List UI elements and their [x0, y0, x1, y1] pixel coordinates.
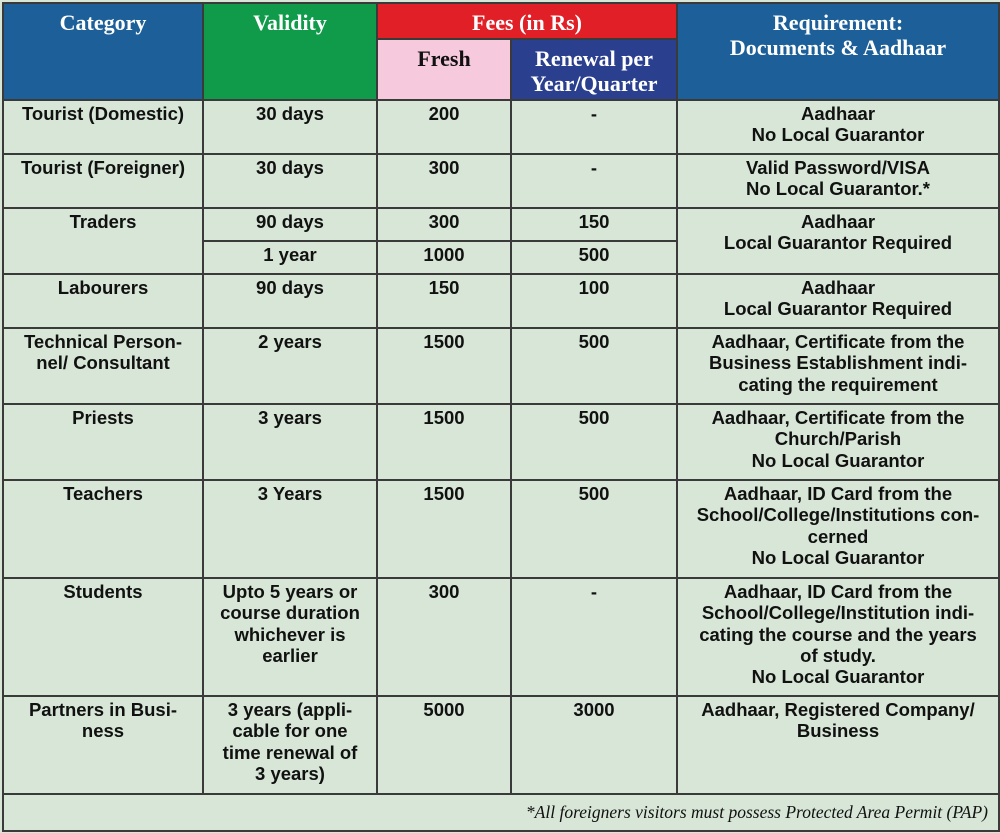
requirement-line: No Local Guarantor.*: [746, 178, 931, 200]
requirement-line: Aadhaar: [801, 210, 876, 232]
cell-renewal: 500: [511, 480, 677, 578]
cell-requirement: [677, 100, 999, 154]
requirement-line: Local Guarantor Required: [723, 298, 953, 320]
cell-renewal: 150: [511, 208, 677, 241]
requirement-line: Aadhaar, ID Card from the: [723, 580, 953, 602]
cell-category: Students: [3, 578, 203, 696]
requirement-line: Church/Parish: [774, 428, 902, 450]
requirement-line: Aadhaar, ID Card from the: [723, 482, 953, 504]
requirement-line: Business: [796, 720, 880, 742]
cell-validity: 2 years: [203, 328, 377, 404]
header-requirement: [677, 3, 999, 100]
cell-validity: 1 year: [203, 241, 377, 274]
cell-renewal: -: [511, 578, 677, 696]
cell-category: Labourers: [3, 274, 203, 328]
cell-renewal: 3000: [511, 696, 677, 794]
category-line: Technical Person-: [24, 330, 182, 352]
header-fresh: Fresh: [377, 39, 511, 100]
category-line: ness: [81, 720, 125, 742]
cell-category: Priests: [3, 404, 203, 480]
cell-fresh: 300: [377, 578, 511, 696]
validity-line: earlier: [262, 644, 318, 666]
footnote: *All foreigners visitors must possess Protected Area Permit (PAP): [3, 794, 999, 831]
cell-category: Traders: [3, 208, 203, 274]
requirement-line: Aadhaar, Certificate from the: [711, 330, 965, 352]
cell-renewal: 100: [511, 274, 677, 328]
cell-renewal: 500: [511, 241, 677, 274]
table-row: [3, 154, 999, 208]
cell-category: [3, 696, 203, 794]
requirement-line: Local Guarantor Required: [723, 232, 953, 254]
cell-fresh: 150: [377, 274, 511, 328]
header-fees: Fees (in Rs): [377, 3, 677, 39]
cell-validity: 30 days: [203, 100, 377, 154]
table-row: [3, 328, 999, 404]
requirement-line: School/College/Institution indi-: [701, 602, 975, 624]
cell-fresh: 5000: [377, 696, 511, 794]
cell-requirement: [677, 274, 999, 328]
requirement-line: Aadhaar: [801, 102, 876, 124]
cell-category: [3, 328, 203, 404]
cell-requirement: [677, 154, 999, 208]
requirement-line: No Local Guarantor: [751, 124, 925, 146]
header-requirement-line2: Documents & Aadhaar: [729, 35, 947, 61]
table-row: [3, 480, 999, 578]
category-line: Partners in Busi-: [28, 698, 178, 720]
requirement-line: School/College/Institutions con-: [696, 504, 980, 526]
table-row: [3, 100, 999, 154]
validity-line: whichever is: [234, 623, 346, 645]
validity-line: cable for one: [232, 720, 348, 742]
requirement-line: Aadhaar, Registered Company/: [701, 698, 975, 720]
table-row: [3, 274, 999, 328]
cell-fresh: 1500: [377, 328, 511, 404]
cell-requirement: [677, 208, 999, 274]
requirement-line: cating the course and the years: [699, 623, 977, 645]
table-row: [3, 208, 999, 241]
cell-validity: 3 years: [203, 404, 377, 480]
requirement-line: of study.: [800, 644, 876, 666]
cell-requirement: [677, 404, 999, 480]
cell-requirement: [677, 696, 999, 794]
requirement-line: Valid Password/VISA: [745, 156, 931, 178]
validity-line: time renewal of: [222, 741, 358, 763]
validity-line: course duration: [220, 602, 360, 624]
cell-validity: [203, 696, 377, 794]
table-row: [3, 696, 999, 794]
validity-line: 3 years (appli-: [227, 698, 353, 720]
requirement-line: No Local Guarantor: [751, 666, 925, 688]
cell-fresh: 200: [377, 100, 511, 154]
header-renewal: Renewal per Year/Quarter: [511, 39, 677, 100]
cell-validity: 90 days: [203, 274, 377, 328]
header-requirement-line1: Requirement:: [772, 10, 904, 35]
validity-line: 3 years): [255, 762, 325, 784]
header-validity: Validity: [203, 3, 377, 100]
requirement-line: cating the requirement: [738, 373, 938, 395]
requirement-line: cerned: [807, 525, 869, 547]
category-line: nel/ Consultant: [36, 352, 170, 374]
cell-validity: 90 days: [203, 208, 377, 241]
cell-renewal: 500: [511, 404, 677, 480]
header-category: Category: [3, 3, 203, 100]
cell-category: Tourist (Domestic): [3, 100, 203, 154]
cell-category: Tourist (Foreigner): [3, 154, 203, 208]
cell-validity: 3 Years: [203, 480, 377, 578]
cell-fresh: 300: [377, 208, 511, 241]
validity-line: Upto 5 years or: [222, 580, 358, 602]
cell-renewal: -: [511, 154, 677, 208]
cell-fresh: 1500: [377, 404, 511, 480]
cell-requirement: [677, 480, 999, 578]
cell-renewal: -: [511, 100, 677, 154]
cell-fresh: 300: [377, 154, 511, 208]
cell-validity: [203, 578, 377, 696]
table-row: [3, 578, 999, 696]
permit-fees-table: [2, 2, 1000, 832]
cell-fresh: 1500: [377, 480, 511, 578]
requirement-line: No Local Guarantor: [751, 449, 925, 471]
cell-renewal: 500: [511, 328, 677, 404]
table-row: [3, 404, 999, 480]
requirement-line: Aadhaar: [801, 276, 876, 298]
cell-validity: 30 days: [203, 154, 377, 208]
cell-category: Teachers: [3, 480, 203, 578]
requirement-line: Aadhaar, Certificate from the: [711, 406, 965, 428]
requirement-line: Business Establishment indi-: [709, 352, 968, 374]
requirement-line: No Local Guarantor: [751, 546, 925, 568]
cell-fresh: 1000: [377, 241, 511, 274]
cell-requirement: [677, 578, 999, 696]
cell-requirement: [677, 328, 999, 404]
